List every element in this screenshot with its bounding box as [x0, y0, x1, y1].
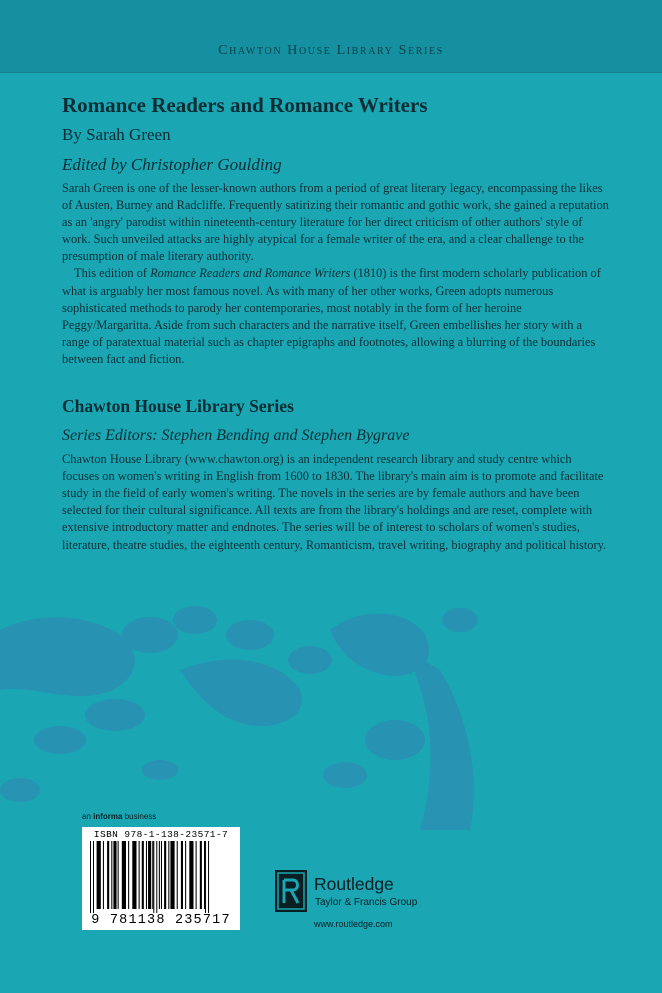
barcode-bar: [196, 841, 197, 909]
barcode-bar: [111, 841, 112, 909]
barcode-bar: [118, 841, 119, 909]
foliage-decoration-icon: [0, 590, 662, 830]
barcode-bar: [204, 841, 205, 909]
barcode-bar: [103, 841, 104, 909]
barcode-bar: [205, 841, 206, 913]
barcode-bar: [153, 841, 154, 913]
barcode-bar: [185, 841, 186, 909]
barcode-bar: [156, 841, 157, 913]
barcode-bar: [164, 841, 166, 909]
barcode-bar: [159, 841, 160, 909]
barcode-bar: [177, 841, 178, 909]
informa-business-label: [82, 812, 156, 821]
barcode-bar: [113, 841, 116, 909]
barcode-bar: [122, 841, 126, 909]
barcode-bar: [208, 841, 209, 913]
book-editor: Edited by Christopher Goulding: [62, 155, 282, 174]
series-section-title: Chawton House Library Series: [62, 396, 294, 417]
publisher-name: Routledge: [314, 874, 394, 894]
barcode-icon: [86, 841, 236, 913]
blurb-p2-rest: (1810) is the first modern scholarly publication of what is arguably her most famous novel. As with many of her other works, Green adopts numerous sophisticated methods to parody her contemporaries, most notably in the form of her heroine Peggy/Margaritta. Aside from such characters and the narrative itself, Green embellishes her story with a range of paratextual material such as chapter epigraphs and footnotes, allowing a blurring of the boundaries between fact and fiction.: [62, 266, 601, 366]
barcode-digits: 9 781138 235717: [91, 913, 231, 928]
barcode-bar: [189, 841, 193, 909]
barcode-bar: [161, 841, 162, 909]
barcode-bar: [90, 841, 91, 913]
header-band: [0, 0, 662, 73]
blurb-paragraph-2: [62, 265, 610, 368]
isbn-barcode: [82, 827, 240, 930]
barcode-bar: [181, 841, 183, 909]
blurb-p2-start: This edition of: [74, 266, 151, 281]
barcode-bar: [93, 841, 94, 913]
barcode-bar: [152, 841, 153, 909]
barcode-bar: [107, 841, 109, 909]
series-editors: Series Editors: Stephen Bending and Stephen Bygrave: [62, 427, 410, 445]
barcode-bar: [148, 841, 151, 909]
informa-brand: informa: [93, 812, 123, 821]
series-paragraph: Chawton House Library (www.chawton.org) is an independent research library and study centre which focuses on women's writing in English from 1600 to 1830. The library's main aim is to promote and facilitate study in the field of early women's writing. The novels in the series are by female authors and have been selected for their cultural significance. All texts are from the library's holdings and are reset, complete with extensive introductory matter and endnotes. The series will be of interest to scholars of women's studies, literature, theatre studies, the eighteenth century, Romanticism, travel writing, biography and political history.: [62, 452, 607, 552]
barcode-bar: [128, 841, 129, 909]
informa-prefix: an: [82, 812, 94, 821]
series-header-title: Chawton House Library Series: [218, 43, 444, 58]
barcode-bar: [97, 841, 101, 909]
book-author: By Sarah Green: [62, 125, 171, 144]
barcode-bar: [200, 841, 202, 909]
blurb-p2-book-title: Romance Readers and Romance Writers: [150, 266, 351, 281]
isbn-label: ISBN 978-1-138-23571-7: [93, 829, 229, 840]
informa-suffix: business: [122, 812, 157, 821]
barcode-bar: [168, 841, 169, 909]
barcode-bar: [146, 841, 147, 909]
barcode-bar: [139, 841, 140, 909]
back-cover-text: [62, 92, 610, 554]
publisher-group: Taylor & Francis Group: [315, 897, 418, 908]
book-title: Romance Readers and Romance Writers: [62, 93, 428, 117]
barcode-bar: [142, 841, 144, 909]
publisher-url[interactable]: www.routledge.com: [314, 919, 393, 929]
blurb-paragraph-1: Sarah Green is one of the lesser-known authors from a period of great literary legacy, encompassing the likes of Austen, Burney and Radcliffe. Frequently satirizing their romantic and gothic work, she gained a reputation as an 'angry' parodist within nineteenth-century literature for her direct criticism of other authors' style of work. Such unveiled attacks are highly atypical for a female writer of the era, and a clear challenge to the presumption of male literary authority.: [62, 181, 609, 264]
barcode-bar: [170, 841, 174, 909]
barcode-bar: [132, 841, 136, 909]
routledge-logo-icon: [275, 870, 307, 912]
